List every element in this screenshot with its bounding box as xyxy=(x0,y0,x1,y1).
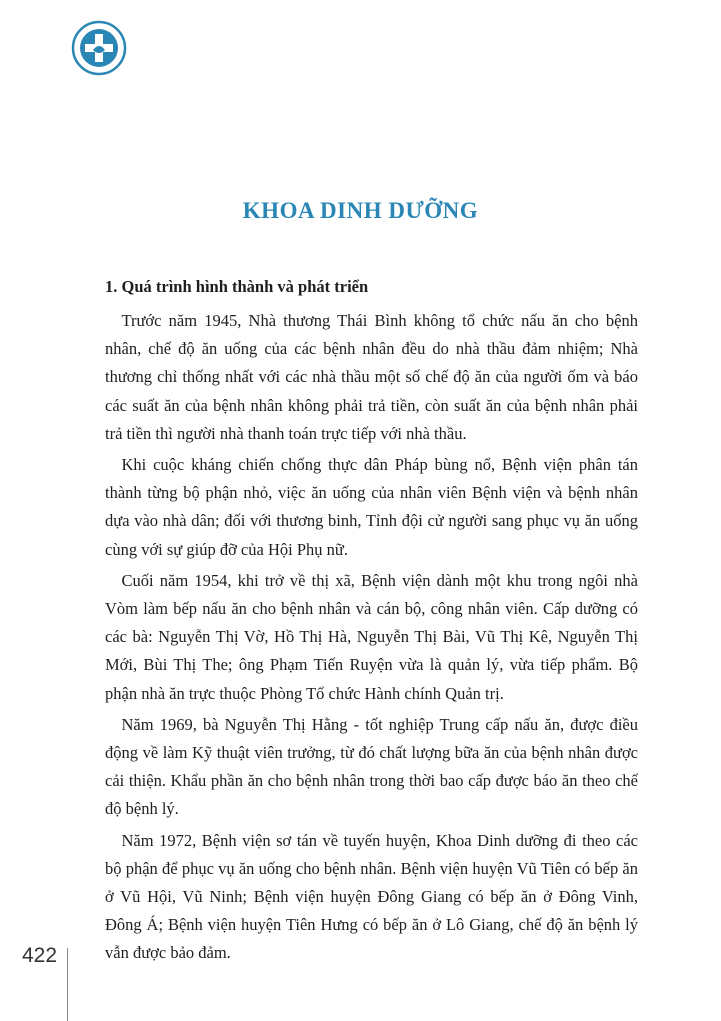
page-title: KHOA DINH DƯỠNG xyxy=(242,198,479,223)
paragraph: Khi cuộc kháng chiến chống thực dân Pháp bùng nổ, Bệnh viện phân tán thành từng bộ phận nhỏ, việc ăn uống của nhân viên Bệnh viện và bệnh nhân dựa vào nhà dân; đối với thương binh, Tỉnh đội cử người sang phục vụ ăn uống cùng với sự giúp đỡ của Hội Phụ nữ. xyxy=(105,455,638,559)
page-number: 422 xyxy=(22,944,58,967)
document-body xyxy=(105,272,638,971)
paragraph: Trước năm 1945, Nhà thương Thái Bình không tổ chức nấu ăn cho bệnh nhân, chế độ ăn uống của các bệnh nhân đều do nhà thầu đảm nhiệm; Nhà thương chỉ thống nhất với các nhà thầu một số chế độ ăn của người ốm và báo các suất ăn của bệnh nhân không phải trả tiền, còn suất ăn của bệnh nhân phải trả tiền thì người nhà thanh toán trực tiếp với nhà thầu. xyxy=(105,311,638,443)
page-divider xyxy=(67,948,68,1021)
section-heading: 1. Quá trình hình thành và phát triển xyxy=(105,277,369,296)
hospital-logo xyxy=(71,20,127,76)
paragraph: Năm 1972, Bệnh viện sơ tán về tuyến huyện, Khoa Dinh dưỡng đi theo các bộ phận để phục vụ ăn uống cho bệnh nhân. Bệnh viện huyện Vũ Tiên có bếp ăn ở Vũ Hội, Vũ Ninh; Bệnh viện huyện Đông Giang có bếp ăn ở Đông Vinh, Đông Á; Bệnh viện huyện Tiên Hưng có bếp ăn ở Lô Giang, chế độ ăn bệnh lý vẫn được bảo đảm. xyxy=(105,830,638,963)
paragraph: Năm 1969, bà Nguyễn Thị Hằng - tốt nghiệp Trung cấp nấu ăn, được điều động về làm Kỹ thuật viên trưởng, từ đó chất lượng bữa ăn của bệnh nhân được cải thiện. Khẩu phần ăn cho bệnh nhân trong thời bao cấp được báo ăn theo chế độ bệnh lý. xyxy=(105,714,638,819)
paragraph: Cuối năm 1954, khi trở về thị xã, Bệnh viện dành một khu trong ngôi nhà Vòm làm bếp nấu ăn cho bệnh nhân và cán bộ, công nhân viên. Cấp dưỡng có các bà: Nguyễn Thị Vờ, Hồ Thị Hà, Nguyễn Thị Bài, Vũ Thị Kê, Nguyễn Thị Mới, Bùi Thị The; ông Phạm Tiến Ruyện vừa là quản lý, vừa tiếp phẩm. Bộ phận nhà ăn trực thuộc Phòng Tổ chức Hành chính Quản trị. xyxy=(105,570,638,703)
